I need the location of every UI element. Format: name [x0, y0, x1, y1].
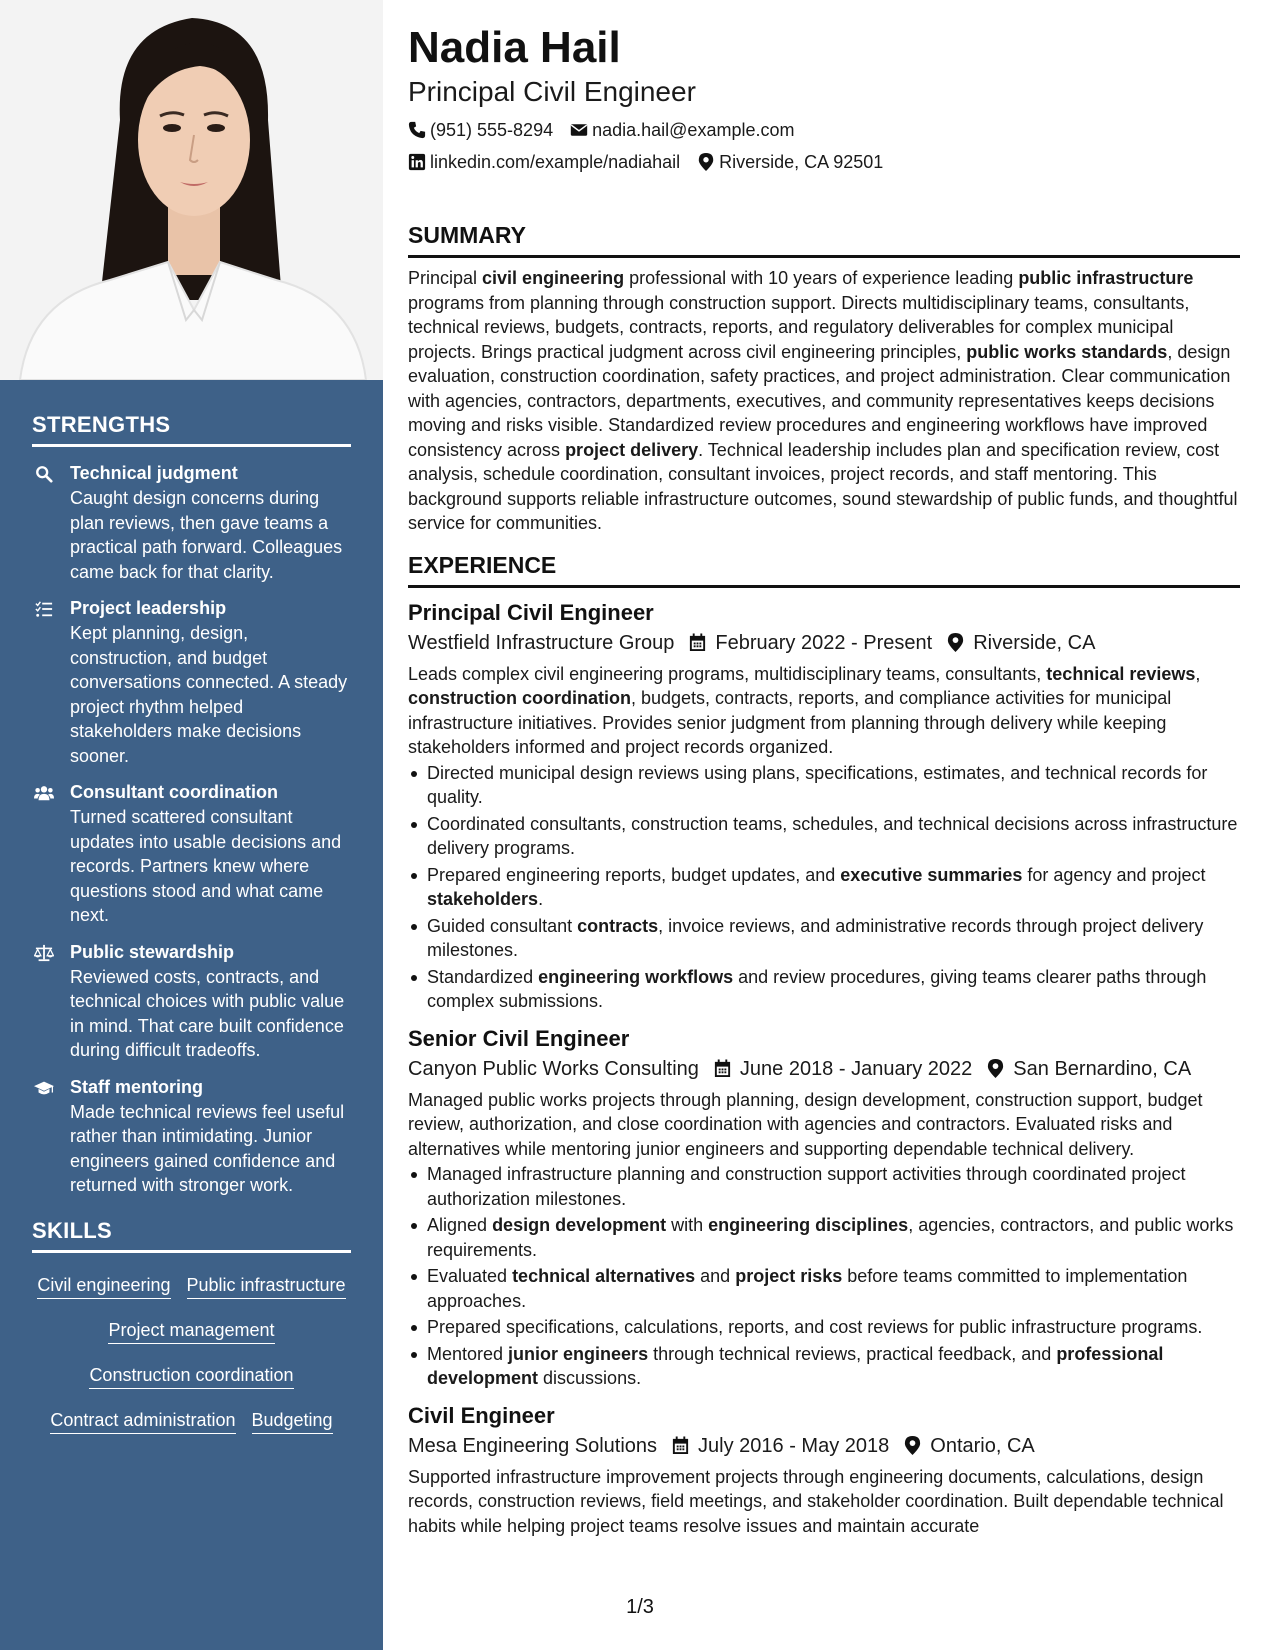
- summary-text: Principal civil engineering professional with 10 years of experience leading public infrastructure programs from planning through construction support. Directs multidisciplinary teams, consultants, technical reviews, budgets, contracts, reports, and regulatory deliverables for complex municipal projects. Brings practical judgment across civil engineering principles, public works standards, design evaluation, construction coordination, safety practices, and project administration. Clear communication with agencies, contractors, departments, executives, and community representatives keeps decisions moving and risks visible. Standardized review procedures and engineering workflows have improved consistency across project delivery. Technical leadership includes plan and specification review, cost analysis, schedule coordination, consultant invoices, project records, and staff mentoring. This background supports reliable infrastructure outcomes, sound stewardship of public funds, and thoughtful service for communities.: [408, 268, 1238, 533]
- phone-contact[interactable]: [408, 118, 553, 142]
- strength-title: Public stewardship: [70, 941, 235, 962]
- sidebar: [0, 0, 383, 1650]
- envelope-icon: [570, 121, 588, 139]
- contact-row: [408, 118, 1240, 142]
- strength-description: Reviewed costs, contracts, and technical choices with public value in mind. That care built confidence during difficult tradeoffs.: [70, 966, 345, 1060]
- skill-tag: Construction coordination: [89, 1363, 293, 1389]
- job-entry: [408, 1401, 1240, 1539]
- job-bullet: Prepared engineering reports, budget updates, and executive summaries for agency and project stakeholders.: [408, 863, 1240, 912]
- phone-text: (951) 555-8294: [430, 120, 554, 140]
- job-title: Principal Civil Engineer: [408, 599, 654, 625]
- skill-tag: Public infrastructure: [187, 1273, 346, 1299]
- job-company: Mesa Engineering Solutions: [408, 1434, 658, 1457]
- phone-icon: [408, 121, 426, 139]
- skills-list: [32, 1273, 351, 1434]
- strength-description: Turned scattered consultant updates into usable decisions and records. Partners knew where questions stood and what came next.: [70, 807, 342, 925]
- strengths-heading: STRENGTHS: [32, 412, 351, 447]
- linkedin-contact[interactable]: [408, 150, 680, 174]
- job-description: Leads complex civil engineering programs, multidisciplinary teams, consultants, technical reviews, construction coordination, budgets, contracts, reports, and compliance activities for municipal infrastructure initiatives. Provides senior judgment from planning through delivery while keeping stakeholders informed and project records organized.: [408, 663, 1201, 757]
- calendar-icon: [671, 1436, 690, 1455]
- job-meta: [408, 629, 1240, 657]
- skill-tag: Budgeting: [252, 1408, 333, 1434]
- keyword-highlight: junior engineers: [508, 1343, 649, 1364]
- strength-description: Made technical reviews feel useful rather than intimidating. Junior engineers gained confidence and returned with stronger work.: [70, 1101, 345, 1195]
- location-contact: [697, 150, 883, 174]
- job-description: Managed public works projects through planning, design development, construction support, budget review, authorization, and close coordination with agencies and contractors. Evaluated risks and alternatives while mentoring junior engineers and supporting dependable technical delivery.: [408, 1089, 1203, 1159]
- job-bullet: Guided consultant contracts, invoice reviews, and administrative records through project delivery milestones.: [408, 914, 1240, 963]
- keyword-highlight: public works standards: [966, 341, 1168, 362]
- keyword-highlight: design development: [492, 1215, 667, 1235]
- keyword-highlight: construction coordination: [408, 688, 631, 708]
- job-bullet: Mentored junior engineers through technical reviews, practical feedback, and professional development discussions.: [408, 1342, 1240, 1391]
- strength-title: Technical judgment: [70, 463, 238, 483]
- job-meta: [408, 1055, 1240, 1083]
- experience-heading: EXPERIENCE: [408, 552, 1240, 588]
- strength-description: Caught design concerns during plan reviews, then gave teams a practical path forward. Colleagues came back for that clarity.: [70, 488, 343, 582]
- job-bullet: Managed infrastructure planning and construction support activities through coordinated project authorization milestones.: [408, 1162, 1240, 1211]
- job-location: Ontario, CA: [930, 1434, 1035, 1457]
- candidate-role: Principal Civil Engineer: [408, 76, 696, 107]
- strength-item: [32, 596, 351, 768]
- search-icon: [32, 461, 70, 584]
- job-entry: [408, 598, 1240, 1014]
- job-bullet: Directed municipal design reviews using plans, specifications, estimates, and technical records for quality.: [408, 761, 1240, 810]
- keyword-highlight: public infrastructure: [1018, 268, 1194, 288]
- strengths-list: [32, 461, 351, 1198]
- keyword-highlight: project risks: [735, 1266, 843, 1286]
- summary-heading: SUMMARY: [408, 222, 1240, 258]
- keyword-highlight: professional development: [427, 1343, 1164, 1388]
- job-location: Riverside, CA: [973, 631, 1096, 654]
- job-location: San Bernardino, CA: [1013, 1057, 1192, 1080]
- keyword-highlight: contracts: [577, 915, 659, 936]
- strength-title: Staff mentoring: [70, 1076, 203, 1097]
- strength-item: [32, 1075, 351, 1198]
- job-title: Civil Engineer: [408, 1402, 555, 1428]
- map-pin-icon: [903, 1436, 922, 1455]
- job-dates: July 2016 - May 2018: [698, 1434, 890, 1457]
- strength-item: [32, 940, 351, 1063]
- linkedin-icon: [408, 153, 426, 171]
- job-bullet: Coordinated consultants, construction teams, schedules, and technical decisions across infrastructure delivery programs.: [408, 812, 1240, 861]
- job-bullet: Aligned design development with engineering disciplines, agencies, contractors, and public works requirements.: [408, 1213, 1240, 1262]
- email-text: nadia.hail@example.com: [592, 120, 795, 140]
- contact-row: [408, 150, 1240, 174]
- keyword-highlight: technical reviews: [1046, 663, 1196, 684]
- keyword-highlight: engineering workflows: [538, 966, 734, 987]
- strength-item: [32, 461, 351, 584]
- job-company: Canyon Public Works Consulting: [408, 1057, 699, 1080]
- checklist-icon: [32, 596, 70, 768]
- profile-photo: [0, 0, 383, 380]
- calendar-icon: [688, 633, 707, 652]
- keyword-highlight: technical alternatives: [512, 1266, 696, 1286]
- location-text: Riverside, CA 92501: [719, 152, 884, 172]
- keyword-highlight: project delivery: [565, 439, 699, 460]
- job-dates: February 2022 - Present: [715, 631, 933, 654]
- strength-title: Project leadership: [70, 598, 227, 618]
- sidebar-panel: [0, 380, 383, 1650]
- job-meta: [408, 1432, 1240, 1460]
- keyword-highlight: executive summaries: [840, 864, 1023, 885]
- graduation-cap-icon: [32, 1075, 70, 1198]
- map-pin-icon: [697, 153, 715, 171]
- job-bullet: Prepared specifications, calculations, reports, and cost reviews for public infrastructure programs.: [408, 1315, 1240, 1340]
- email-contact[interactable]: [570, 118, 794, 142]
- job-title: Senior Civil Engineer: [408, 1025, 630, 1051]
- summary-section: [408, 222, 1240, 536]
- users-icon: [32, 780, 70, 928]
- page-number: 1/3: [626, 1596, 654, 1618]
- keyword-highlight: stakeholders: [427, 889, 539, 909]
- skills-heading: SKILLS: [32, 1218, 351, 1253]
- skill-tag: Project management: [108, 1318, 274, 1344]
- job-description: Supported infrastructure improvement projects through engineering documents, calculations, design records, construction reviews, field meetings, and stakeholder coordination. Built dependable technical habits while helping project teams resolve issues and maintain accurate: [408, 1466, 1224, 1536]
- linkedin-text: linkedin.com/example/nadiahail: [430, 152, 681, 172]
- skill-tag: Civil engineering: [37, 1273, 170, 1299]
- calendar-icon: [713, 1059, 732, 1078]
- profile-photo-illustration: [0, 0, 383, 380]
- skill-tag: Contract administration: [50, 1408, 235, 1434]
- main-content: [408, 22, 1240, 1538]
- job-entry: [408, 1024, 1240, 1391]
- map-pin-icon: [986, 1059, 1005, 1078]
- candidate-name: Nadia Hail: [408, 23, 621, 72]
- job-company: Westfield Infrastructure Group: [408, 631, 675, 654]
- experience-section: [408, 552, 1240, 1539]
- job-dates: June 2018 - January 2022: [739, 1057, 973, 1080]
- keyword-highlight: engineering disciplines: [708, 1215, 909, 1235]
- map-pin-icon: [946, 633, 965, 652]
- strength-title: Consultant coordination: [70, 782, 278, 802]
- scale-icon: [32, 940, 70, 1063]
- job-bullet: Evaluated technical alternatives and project risks before teams committed to implementation approaches.: [408, 1264, 1240, 1313]
- strength-description: Kept planning, design, construction, and budget conversations connected. A steady project rhythm helped stakeholders make decisions sooner.: [70, 623, 348, 766]
- job-bullets: [408, 761, 1240, 1014]
- job-bullets: [408, 1162, 1240, 1391]
- strength-item: [32, 780, 351, 928]
- job-bullet: Standardized engineering workflows and review procedures, giving teams clearer paths through complex submissions.: [408, 965, 1240, 1014]
- keyword-highlight: civil engineering: [482, 268, 625, 288]
